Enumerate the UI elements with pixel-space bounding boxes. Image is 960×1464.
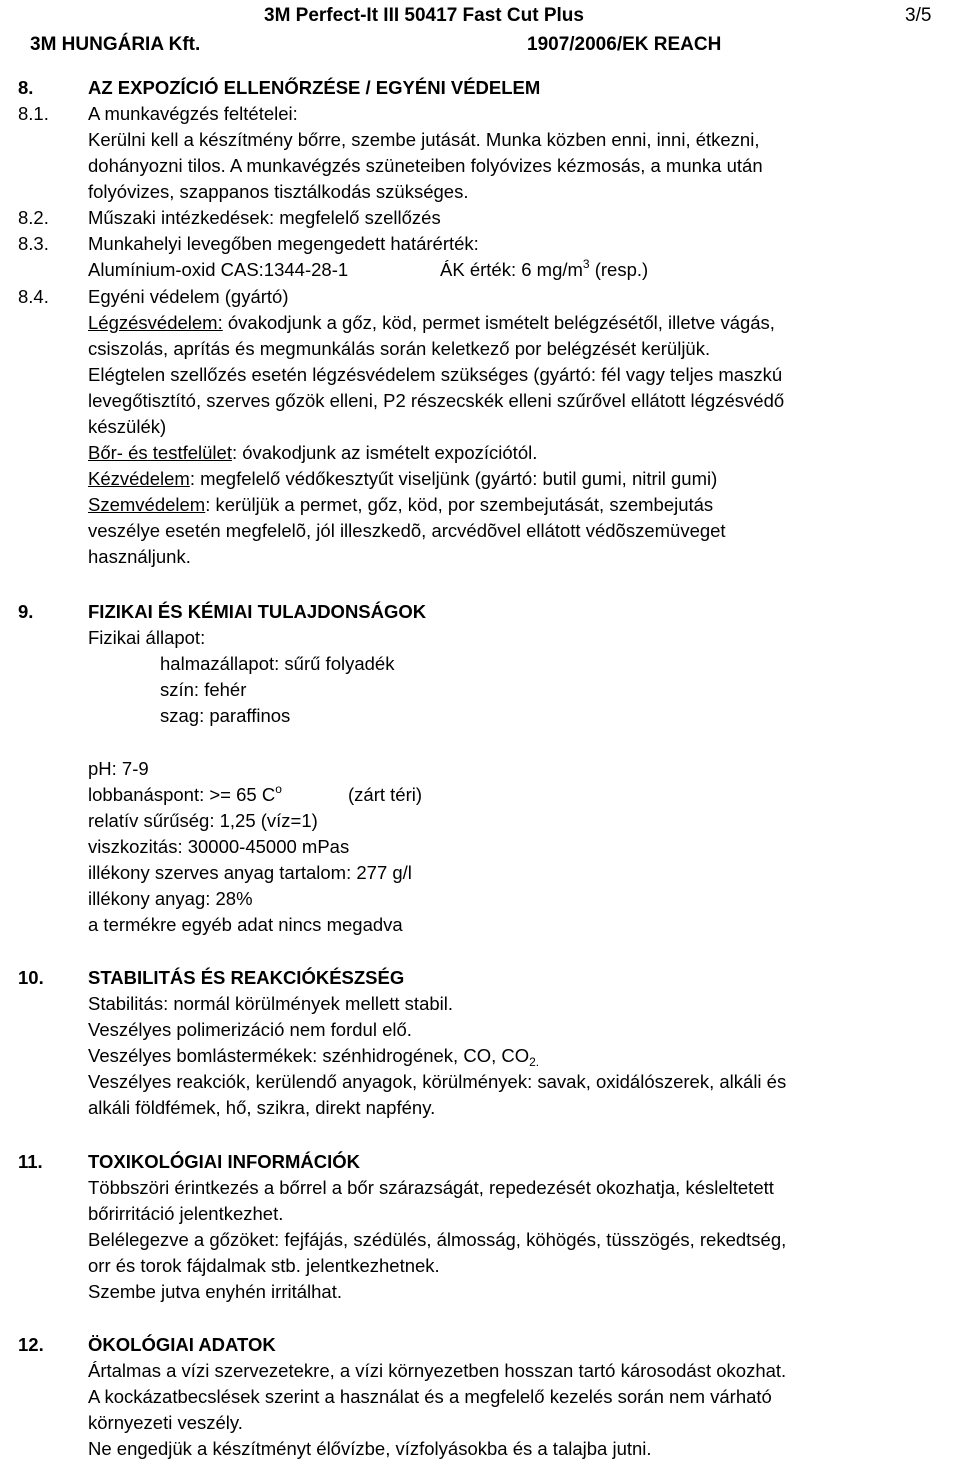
paragraph-line: veszélye esetén megfelelõ, jól illeszkedõ, arcvédõvel ellátott védõszemüveget — [88, 520, 726, 541]
respiratory-protection-text: óvakodjunk a gőz, köd, permet ismételt belégzésétől, illetve vágás, — [222, 312, 775, 333]
property-density: relatív sűrűség: 1,25 (víz=1) — [88, 810, 318, 831]
paragraph-line: készülék) — [88, 416, 167, 437]
section-11-number: 11. — [18, 1151, 43, 1172]
property-ph: pH: 7-9 — [88, 758, 149, 779]
paragraph-line: Ártalmas a vízi szervezetekre, a vízi környezetben hosszan tartó károsodást okozhat. — [88, 1360, 787, 1381]
paragraph-line: A kockázatbecslések szerint a használat és a megfelelő kezelés során nem várható — [88, 1386, 772, 1407]
section-12-number: 12. — [18, 1334, 44, 1355]
decomposition-text: Veszélyes bomlástermékek: szénhidrogének, CO, CO — [88, 1045, 530, 1066]
section-10-number: 10. — [18, 967, 44, 988]
paragraph-line: orr és torok fájdalmak stb. jelentkezhetnek. — [88, 1255, 440, 1276]
section-12-title: ÖKOLÓGIAI ADATOK — [88, 1334, 276, 1355]
skin-protection-text: : óvakodjunk az ismételt expozíciótól. — [231, 442, 538, 463]
property-other: a termékre egyéb adat nincs megadva — [88, 914, 403, 935]
header-company: 3M HUNGÁRIA Kft. — [30, 34, 201, 55]
exposure-limit-substance: Alumínium-oxid CAS:1344-28-1 — [88, 259, 349, 280]
paragraph-line: alkáli földfémek, hő, szikra, direkt napfény. — [88, 1097, 436, 1118]
paragraph-line: Veszélyes polimerizáció nem fordul elő. — [88, 1019, 412, 1040]
section-8-1-number: 8.1. — [18, 103, 49, 124]
section-8-number: 8. — [18, 77, 34, 98]
skin-protection-label: Bőr- és testfelület — [88, 442, 232, 463]
section-8-3-number: 8.3. — [18, 233, 49, 254]
eye-protection-text: : kerüljük a permet, gőz, köd, por szembejutását, szembejutás — [205, 494, 714, 515]
paragraph-line: folyóvizes, szappanos tisztálkodás szükséges. — [88, 181, 469, 202]
paragraph-line: környezeti veszély. — [88, 1412, 243, 1433]
eye-protection-label: Szemvédelem — [88, 494, 206, 515]
header-regulation: 1907/2006/EK REACH — [527, 34, 722, 55]
hand-protection-label: Kézvédelem — [88, 468, 190, 489]
paragraph-line: levegőtisztító, szerves gőzök elleni, P2 részecskék elleni szűrővel ellátott légzésvédő — [88, 390, 785, 411]
property-volatile: illékony anyag: 28% — [88, 888, 253, 909]
exposure-limit-text: ÁK érték: 6 mg/m — [440, 259, 583, 280]
paragraph-line: Kerülni kell a készítmény bőrre, szembe jutását. Munka közben enni, inni, étkezni, — [88, 129, 760, 150]
section-8-2-text: Műszaki intézkedések: megfelelő szellőzés — [88, 207, 441, 228]
paragraph-line: Ne engedjük a készítményt élővízbe, vízfolyásokba és a talajba jutni. — [88, 1438, 652, 1459]
paragraph-line: csiszolás, aprítás és megmunkálás során keletkező por belégzését kerüljük. — [88, 338, 711, 359]
property-aggregate: halmazállapot: sűrű folyadék — [160, 653, 395, 674]
header-product: 3M Perfect-It III 50417 Fast Cut Plus — [264, 5, 584, 26]
respiratory-protection — [88, 312, 775, 334]
property-odor: szag: paraffinos — [160, 705, 291, 726]
eye-protection — [88, 494, 713, 516]
section-9-number: 9. — [18, 601, 34, 622]
flash-point-degree: o — [275, 782, 282, 796]
paragraph-line: Veszélyes reakciók, kerülendő anyagok, körülmények: savak, oxidálószerek, alkáli és — [88, 1071, 787, 1092]
section-8-4-title: Egyéni védelem (gyártó) — [88, 286, 289, 307]
section-8-3-text: Munkahelyi levegőben megengedett határérték: — [88, 233, 479, 254]
flash-point-note: (zárt téri) — [348, 784, 422, 805]
section-8-1-title: A munkavégzés feltételei: — [88, 103, 298, 124]
exposure-limit-resp: (resp.) — [589, 259, 649, 280]
section-9-title: FIZIKAI ÉS KÉMIAI TULAJDONSÁGOK — [88, 601, 427, 622]
exposure-limit-superscript: 3 — [582, 257, 590, 271]
flash-point-text: lobbanáspont: >= 65 C — [88, 784, 276, 805]
respiratory-protection-label: Légzésvédelem: — [88, 312, 223, 333]
paragraph-line: használjunk. — [88, 546, 191, 567]
property-color: szín: fehér — [160, 679, 247, 700]
physical-state-label: Fizikai állapot: — [88, 627, 206, 648]
paragraph-line: Szembe jutva enyhén irritálhat. — [88, 1281, 342, 1302]
decomposition-products — [88, 1045, 539, 1069]
section-8-title: AZ EXPOZÍCIÓ ELLENŐRZÉSE / EGYÉNI VÉDELEM — [88, 77, 541, 98]
hand-protection-text: : megfelelő védőkesztyűt viseljünk (gyártó: butil gumi, nitril gumi) — [189, 468, 718, 489]
property-flash-point — [88, 784, 282, 806]
hand-protection — [88, 468, 717, 490]
section-8-2-number: 8.2. — [18, 207, 49, 228]
header-page-number: 3/5 — [905, 5, 932, 26]
exposure-limit-value — [440, 259, 648, 281]
paragraph-line: dohányozni tilos. A munkavégzés szüneteiben folyóvizes kézmosás, a munka után — [88, 155, 763, 176]
paragraph-line: bőrirritáció jelentkezhet. — [88, 1203, 284, 1224]
property-viscosity: viszkozitás: 30000-45000 mPas — [88, 836, 350, 857]
section-10-title: STABILITÁS ÉS REAKCIÓKÉSZSÉG — [88, 967, 405, 988]
skin-protection — [88, 442, 537, 464]
property-voc: illékony szerves anyag tartalom: 277 g/l — [88, 862, 412, 883]
paragraph-line: Belélegezve a gőzöket: fejfájás, szédülés, álmosság, köhögés, tüsszögés, rekedtség, — [88, 1229, 787, 1250]
section-8-4-number: 8.4. — [18, 286, 49, 307]
paragraph-line: Stabilitás: normál körülmények mellett stabil. — [88, 993, 454, 1014]
decomposition-subscript: 2. — [529, 1055, 540, 1069]
paragraph-line: Elégtelen szellőzés esetén légzésvédelem szükséges (gyártó: fél vagy teljes maszkú — [88, 364, 783, 385]
paragraph-line: Többszöri érintkezés a bőrrel a bőr szárazságát, repedezését okozhatja, késleltetett — [88, 1177, 774, 1198]
section-11-title: TOXIKOLÓGIAI INFORMÁCIÓK — [88, 1151, 361, 1172]
